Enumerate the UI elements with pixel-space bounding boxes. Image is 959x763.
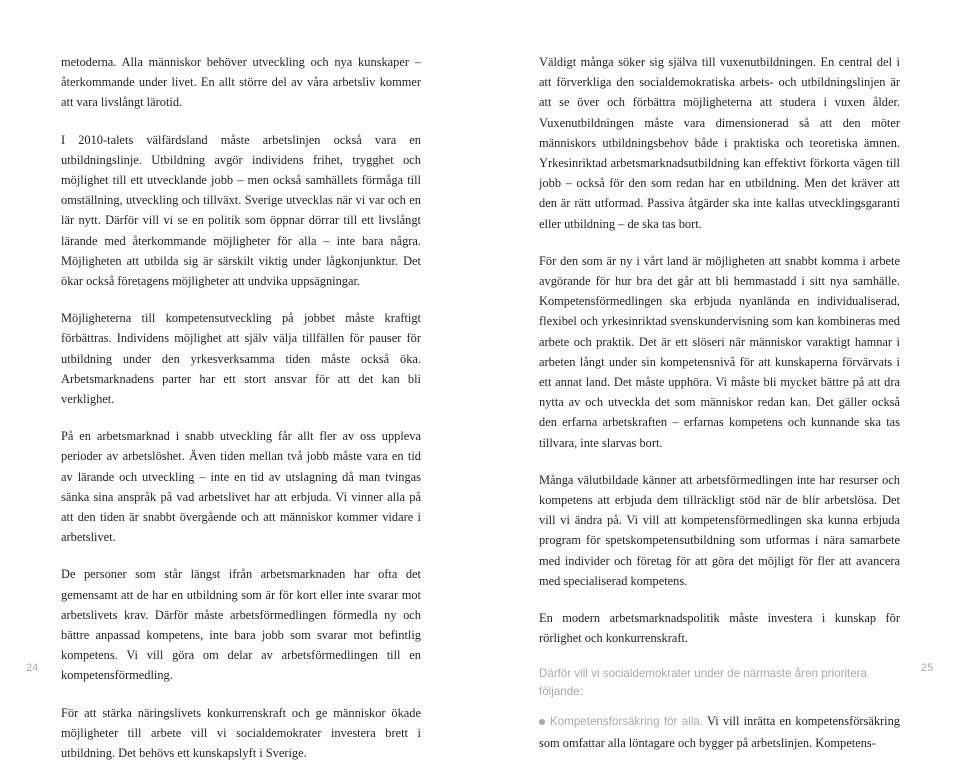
right-text-column	[539, 52, 900, 753]
paragraph: På en arbetsmarknad i snabb utveckling får allt fler av oss uppleva perioder av arbetslöshet. Även tiden mellan två jobb måste vara en tid av lärande och utveckling – inte en tid av utslagning då man tvingas sänka sina anspråk på vad arbetslivet har att erbjuda. Vi vinner alla på att den tiden är snabbt övergående och att människor kommer vidare i arbetslivet.	[61, 429, 421, 545]
bullet-icon	[539, 719, 545, 725]
paragraph: Möjligheterna till kompetensutveckling på jobbet måste kraftigt förbättras. Individens möjlighet att själv välja tillfällen för pauser för utbildning under den yrkesverksamma tiden måste också öka. Arbetsmarknadens parter har ett stort ansvar för att det kan bli verklighet.	[61, 311, 421, 407]
bullet-text: Vi vill inrätta en kompetensförsäkring som omfattar alla löntagare och bygger på arbetslinjen. Kompetens-	[539, 714, 900, 750]
right-page	[480, 0, 959, 750]
paragraph: Många välutbildade känner att arbetsförmedlingen inte har resurser och kompetens att erbjuda dem tillräckligt stöd när de blir arbetslösa. Det vill vi ändra på. Vi vill att kompetensförmedlingen ska kunna erbjuda program för spetskompetensutbildning som utformas i nära samarbete med individer och företag för att göra det möjligt för fler att avancera med specialiserad kompetens.	[539, 472, 900, 588]
bullet-lead: Kompetensförsäkring för alla.	[550, 715, 704, 729]
paragraph: För den som är ny i vårt land är möjligheten att snabbt komma i arbete avgörande för hur bra det går att bli hemmastadd i sitt nya samhälle. Kompetensförmedlingen ska erbjuda nyanlända en individualiserad, flexibel och yrkesinriktad svenskundervisning som kan kombineras med arbete och praktik. Det är ett slöseri när människor varaktigt hamnar i arbeten långt under sin kompetensnivå för att kunskaperna förvärvats i ett annat land. Det måste upphöra. Vi måste bli mycket bättre på att dra nytta av och utveckla det som människor redan kan. Det gäller också den erfarna arbetskraften – erfarnas kompetens och kunnande ska tas tillvara, inte slarvas bort.	[539, 253, 900, 450]
paragraph: De personer som står längst ifrån arbetsmarknaden har ofta det gemensamt att de har en utbildning som är för kort eller inte svarar mot arbetslivets krav. Därför måste arbetsförmedlingen förmedla ny och bättre anpassad kompetens, inte bara jobb som svarar mot befintlig kompetens. Vi vill göra om delar av arbetsförmedlingen till en kompetensförmedling.	[61, 567, 421, 683]
page-number: 24	[26, 662, 39, 674]
paragraph: I 2010-talets välfärdsland måste arbetslinjen också vara en utbildningslinje. Utbildning avgör individens frihet, trygghet och möjlighet till ett utvecklande jobb – men också samhällets förmåga till omställning, utveckling och tillväxt. Sverige utvecklas när vi var och en lär nytt. Därför vill vi se en politik som öppnar dörrar till ett livslångt lärande med återkommande möjligheter för alla – inte bara några. Möjligheten att utbilda sig är särskilt viktig under lågkonjunktur. Det ökar också företagens möjligheter att undvika uppsägningar.	[61, 132, 421, 289]
left-text-column	[61, 52, 421, 763]
section-heading: Därför vill vi socialdemokrater under de närmaste åren prioritera följande:	[539, 667, 867, 699]
page-number: 25	[921, 662, 934, 674]
paragraph: Väldigt många söker sig själva till vuxenutbildningen. En central del i att förverkliga den socialdemokratiska arbets- och utbildningslinjen är att se över och förbättra möjligheterna att studera i vuxen ålder. Vuxenutbildningen måste vara dimensionerad så att den möter människors utbildningsbehov både i praktiska och teoretiska ämnen. Yrkesinriktad arbetsmarknadsutbildning kan effektivt förkorta vägen till jobb – också för den som redan har en utbildning. Men det kräver att den är rätt utformad. Passiva åtgärder ska inte kallas utvecklingsgaranti eller utbildning – de ska tas bort.	[539, 55, 900, 231]
paragraph: För att stärka näringslivets konkurrenskraft och ge människor ökade möjligheter till arbete vill vi socialdemokrater investera brett i utbildning. Det behövs ett kunskapslyft i Sverige.	[61, 705, 421, 761]
paragraph: En modern arbetsmarknadspolitik måste investera i kunskap för rörlighet och konkurrenskraft.	[539, 611, 900, 646]
left-page	[0, 0, 479, 761]
bullet-item	[539, 711, 900, 752]
paragraph: metoderna. Alla människor behöver utveckling och nya kunskaper – återkommande under livet. En allt större del av våra arbetsliv kommer att vara livslångt lärotid.	[61, 55, 421, 110]
